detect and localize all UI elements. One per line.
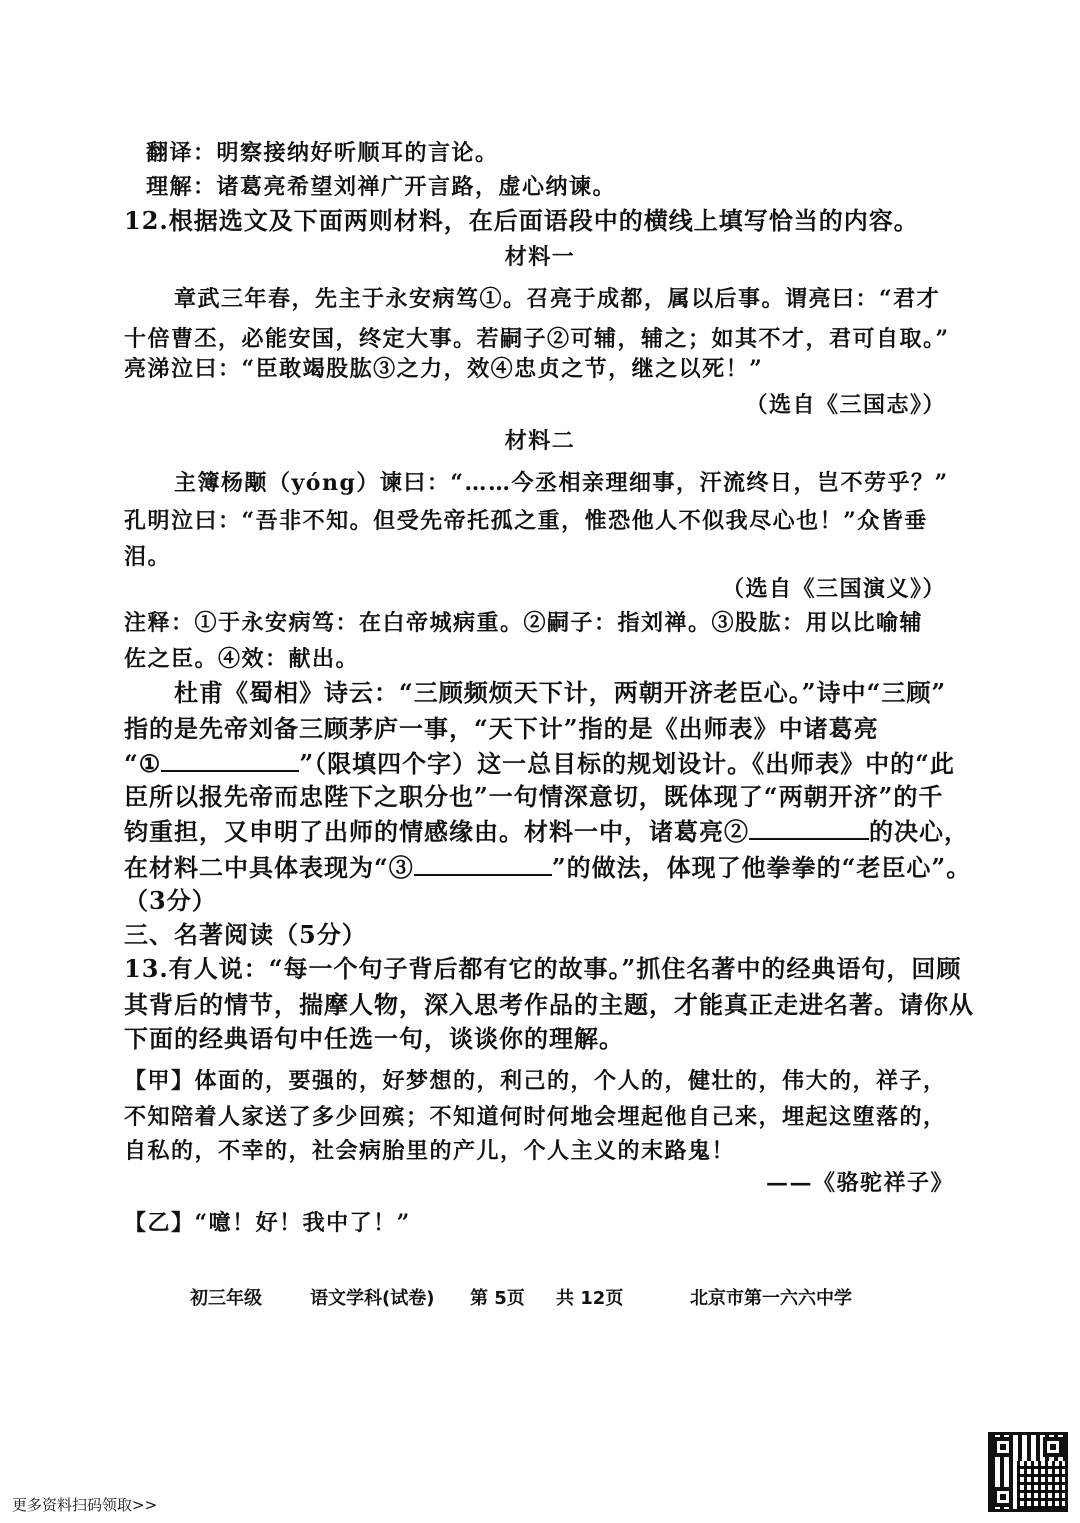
footer-grade: 初三年级 (190, 1288, 262, 1309)
material-1-line-2: 十倍曹丕，必能安国，终定大事。若嗣子②可辅，辅之；如其不才，君可自取。” (124, 326, 950, 352)
footer-subject: 语文学科(试卷) (310, 1288, 435, 1309)
qr-code-icon[interactable] (988, 1432, 1068, 1512)
material-1-line-1: 章武三年春，先主于永安病笃①。召亮于成都，属以后事。谓亮曰：“君才 (174, 286, 941, 312)
question-13-line-3: 下面的经典语句中任选一句，谈谈你的理解。 (124, 1024, 624, 1053)
paragraph-line-6 (124, 850, 971, 885)
translation-line: 翻译：明察接纳好听顺耳的言论。 (146, 140, 499, 166)
paragraph-line-6-rest: ”的做法，体现了他拳拳的“老臣心”。 (551, 853, 972, 882)
blank-1-prefix: “① (124, 749, 162, 778)
paragraph-line-5 (124, 814, 969, 849)
quote-jia-source: ——《骆驼祥子》 (765, 1170, 954, 1196)
material-1-line-3: 亮涕泣曰：“臣敢竭股肱③之力，效④忠贞之节，继之以死！” (124, 356, 764, 382)
understanding-line: 理解：诸葛亮希望刘禅广开言路，虚心纳谏。 (146, 174, 617, 200)
answer-blank-2[interactable] (749, 814, 869, 840)
quote-jia-line-3: 自私的，不幸的，社会病胎里的产儿，个人主义的末路鬼！ (124, 1138, 736, 1164)
material-1-source: （选自《三国志》） (745, 392, 946, 418)
paragraph-line-5-text: 钧重担，又申明了出师的情感缘由。材料一中，诸葛亮② (124, 817, 749, 846)
material-2-line-1: 主簿杨颙（yóng）谏曰：“……今丞相亲理细事，汗流终日，岂不劳乎？” (174, 470, 949, 496)
paragraph-line-1: 杜甫《蜀相》诗云：“三顾频烦天下计，两朝开济老臣心。”诗中“三顾” (174, 678, 947, 707)
notes-line-1: 注释：①于永安病笃：在白帝城病重。②嗣子：指刘禅。③股肱：用以比喻辅 (124, 610, 924, 636)
material-2-line-3: 泪。 (124, 544, 172, 570)
material-1-title: 材料一 (504, 244, 576, 270)
quote-jia-line-2: 不知陪着人家送了多少回殡；不知道何时何地会埋起他自己来，埋起这堕落的， (124, 1104, 947, 1130)
quote-jia-line-1: 【甲】体面的，要强的，好梦想的，利己的，个人的，健壮的，伟大的，祥子， (124, 1068, 947, 1094)
paragraph-line-2: 指的是先帝刘备三顾茅庐一事，“天下计”指的是《出师表》中诸葛亮 (124, 714, 879, 743)
section-3-heading: 三、名著阅读（5分） (124, 920, 367, 949)
footer-total-pages: 共 12页 (556, 1288, 624, 1309)
question-12: 12.根据选文及下面两则材料，在后面语段中的横线上填写恰当的内容。 (124, 206, 919, 235)
promo-text[interactable]: 更多资料扫码领取>> (12, 1496, 158, 1514)
answer-blank-1[interactable] (161, 746, 299, 772)
footer-school: 北京市第一六六中学 (690, 1288, 852, 1309)
material-2-title: 材料二 (504, 428, 576, 454)
paragraph-line-3-rest: ”（限填四个字）这一总目标的规划设计。《出师表》中的“此 (299, 749, 955, 778)
paragraph-line-6-text: 在材料二中具体表现为“③ (124, 853, 414, 882)
paragraph-line-5-rest: 的决心， (869, 817, 969, 846)
question-13-line-1: 13.有人说：“每一个句子背后都有它的故事。”抓住名著中的经典语句，回顾 (124, 954, 962, 983)
answer-blank-3[interactable] (414, 850, 552, 876)
material-2-line-2: 孔明泣曰：“吾非不知。但受先帝托孤之重，惟恐他人不似我尽心也！”众皆垂 (124, 508, 928, 534)
score-note: （3分） (124, 886, 217, 915)
question-13-line-2: 其背后的情节，揣摩人物，深入思考作品的主题，才能真正走进名著。请你从 (124, 990, 974, 1019)
quote-yi: 【乙】“噫！好！我中了！” (124, 1210, 411, 1236)
paragraph-line-4: 臣所以报先帝而忠陛下之职分也”一句情深意切，既体现了“两朝开济”的千 (124, 782, 944, 811)
paragraph-line-3 (124, 746, 955, 781)
material-2-source: （选自《三国演义》） (721, 576, 946, 602)
footer-page: 第 5页 (470, 1288, 525, 1309)
notes-line-2: 佐之臣。④效：献出。 (124, 646, 360, 672)
